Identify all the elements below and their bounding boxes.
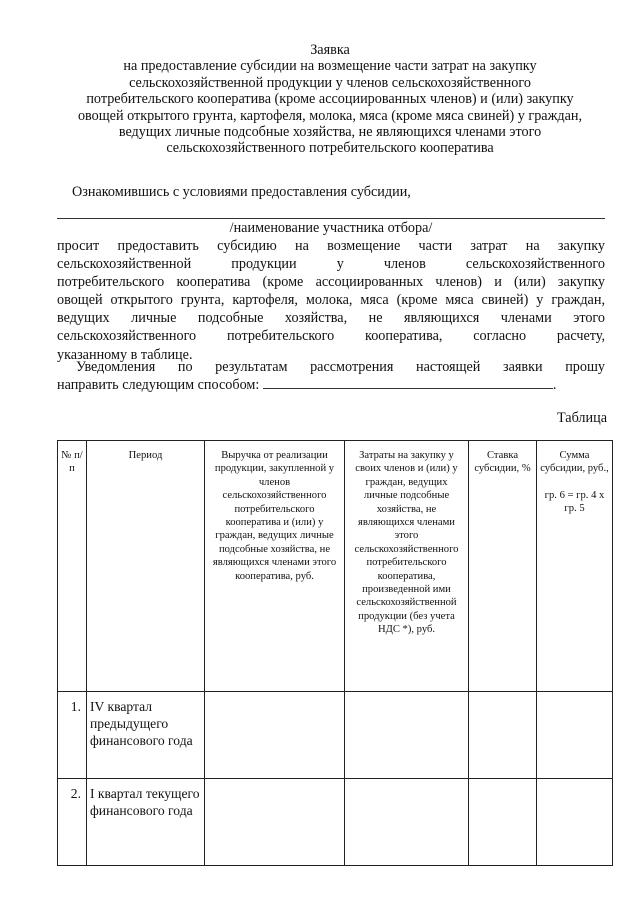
body-line: ведущих личные подсобные хозяйства, не являющихся членами этого [57,310,605,327]
header-sum: Сумма субсидии, руб., гр. 6 = гр. 4 х гр. 5 [537,441,613,692]
request-paragraph [57,237,605,364]
cell-rate[interactable] [469,692,537,779]
body-line: просит предоставить субсидию на возмещение части затрат на закупку [57,238,605,254]
cell-revenue[interactable] [205,692,345,779]
header-number: № п/п [58,441,87,692]
title-line: ведущих личные подсобные хозяйства, не являющихся членами этого [118,124,542,141]
table-header-row [58,441,613,692]
cell-sum[interactable] [537,779,613,866]
cell-revenue[interactable] [205,779,345,866]
header-rate: Ставка субсидии, % [469,441,537,692]
header-costs: Затраты на закупку у своих членов и (или) у граждан, ведущих личные подсобные хозяйства, не являющихся членами этого сельскохозяйственного потребительского кооператива, произведенной ими сельскохозяйственной продукции (без учета НДС *), руб. [345,441,469,692]
cell-sum[interactable] [537,692,613,779]
header-revenue: Выручка от реализации продукции, закупленной у членов сельскохозяйственного потребительского кооператива и (или) у граждан, ведущих личные подсобные хозяйства, не являющихся членами этого кооператива, руб. [205,441,345,692]
intro-text: Ознакомившись с условиями предоставления субсидии, [72,184,411,200]
table-row [58,692,613,779]
title-line: сельскохозяйственной продукции у членов сельскохозяйственного [129,74,531,91]
cell-rate[interactable] [469,779,537,866]
cell-costs[interactable] [345,692,469,779]
notify-line-1: Уведомления по результатам рассмотрения настоящей заявки прошу [76,359,605,375]
body-line: указанному в таблице. [57,346,193,363]
body-line: сельскохозяйственного потребительского кооператива, согласно расчету, [57,328,605,345]
participant-name-line[interactable] [57,218,605,219]
title-line: овощей открытого грунта, картофеля, молока, мяса (кроме мяса свиней) у граждан, [77,107,583,124]
body-line: сельскохозяйственной продукции у членов сельскохозяйственного [57,256,605,273]
notify-suffix: . [552,377,557,394]
notify-line-2 [57,376,605,394]
notification-method-field[interactable] [263,376,553,389]
header-period: Период [87,441,205,692]
row-period: IV квартал предыдущего финансового года [87,692,205,779]
row-number: 2. [58,779,87,866]
body-line: потребительского кооператива (кроме ассоциированных членов) и (или) закупку [57,274,605,291]
title-line: сельскохозяйственного потребительского кооператива [166,140,494,157]
notify-prefix: направить следующим способом: [57,377,260,394]
row-period: I квартал текущего финансового года [87,779,205,866]
document-title [40,42,620,157]
table-caption: Таблица [556,410,607,426]
sum-formula: гр. 6 = гр. 4 х гр. 5 [544,489,605,515]
title-line: на предоставление субсидии на возмещение части затрат на закупку [123,58,537,75]
title-line: потребительского кооператива (кроме ассоциированных членов) и (или) закупку [86,91,574,108]
body-line: овощей открытого грунта, картофеля, молока, мяса (кроме мяса свиней) у граждан, [57,292,605,309]
notification-paragraph [57,358,605,394]
cell-costs[interactable] [345,779,469,866]
subsidy-table [57,440,613,866]
title-heading: Заявка [310,42,350,58]
participant-caption: /наименование участника отбора/ [229,220,433,236]
row-number: 1. [58,692,87,779]
table-row [58,779,613,866]
